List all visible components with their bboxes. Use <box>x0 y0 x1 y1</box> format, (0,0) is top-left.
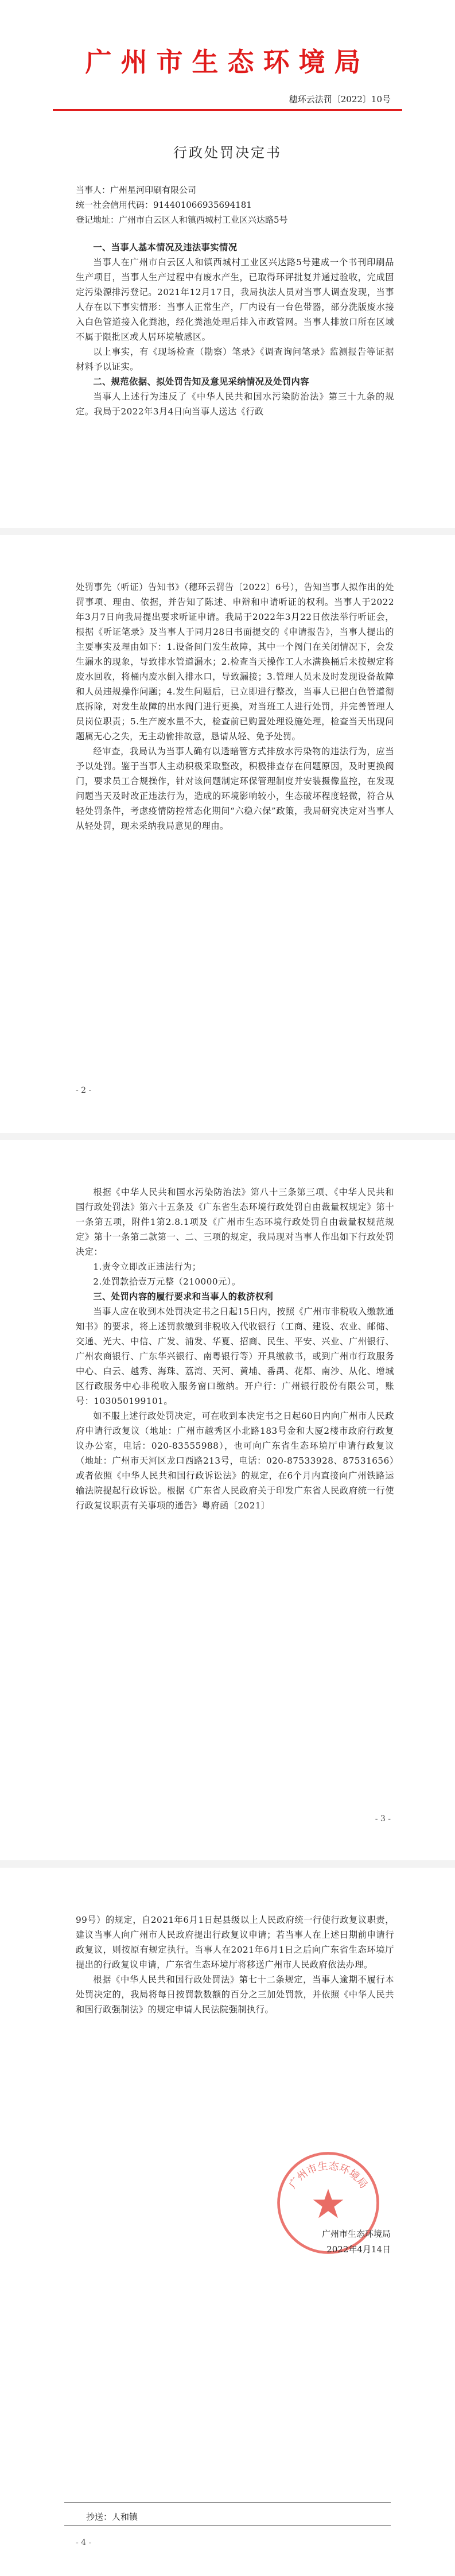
carbon-copy: 抄送：人和镇 <box>86 2512 138 2522</box>
page-number: - 4 - <box>76 2538 92 2547</box>
page-3-body <box>76 1185 394 1513</box>
cc-top-rule <box>64 2502 391 2503</box>
body-paragraph: 当事人在广州市白云区人和镇西城村工业区兴达路5号建成一个书刊印刷品生产项目，当事人生产过程中有废水产生，已取得环评批复并通过验收，完成固定污染源排污登记。2021年12月17日，我局执法人员对当事人调查发现，当事人存在以下事实情形：当事人正常生产，厂内设有一台色带器，部分洗版废水接入白色管道接入化粪池，经化粪池处理后排入市政管网。当事人排放口所在区域不属于限批区或人居环境敏感区。 <box>76 257 394 342</box>
page-2 <box>0 535 455 1133</box>
document-title: 行政处罚决定书 <box>173 145 282 161</box>
page-2-body <box>76 580 394 833</box>
page-4 <box>0 1868 455 2576</box>
page-1 <box>0 0 455 528</box>
signature-block <box>322 2226 391 2257</box>
red-divider <box>53 109 402 111</box>
document-number: 穗环云法罚〔2022〕10号 <box>289 94 391 104</box>
page-1-body <box>76 240 394 419</box>
body-paragraph: 当事人应在收到本处罚决定书之日起15日内，按照《广州市非税收入缴款通知书》的要求，将上述罚款缴到非税收入代收银行（工商、建设、农业、邮储、交通、光大、中信、广发、浦发、华夏、招商、民生、平安、兴业、广州银行、广州农商银行、广东华兴银行、南粤银行等）开具缴款书，或到广州市行政服务中心、白云、越秀、海珠、荔湾、天河、黄埔、番禺、花都、南沙、从化、增城区行政服务中心非税收入服务窗口缴纳。开户行：广州银行股份有限公司，账号：103050199101。 <box>76 1306 394 1406</box>
section-heading: 一、当事人基本情况及违法事实情况 <box>93 242 238 253</box>
body-paragraph: 根据《中华人民共和国行政处罚法》第七十二条规定，当事人逾期不履行本处罚决定的，我局将每日按罚款数额的百分之三加处罚款，并依照《中华人民共和国行政强制法》的规定申请人民法院强制执行。 <box>76 1974 394 2015</box>
body-paragraph: 处罚事先（听证）告知书》（穗环云罚告〔2022〕6号），告知当事人拟作出的处罚事项、理由、依据，并告知了陈述、申辩和申请听证的权利。当事人于2022年3月7日向我局提出要求听证申请。我局于2022年3月22日依法举行听证会，根据《听证笔录》及当事人于同月28日书面提交的《申请报告》，当事人提出的主要事实及理由如下：1.设备间门发生故障，其中一个阀门在关闭情况下，会发生漏水的现象，导致排水管道漏水；2.检查当天操作工人水满换桶后未按规定将废水回收，将桶内废水倒入排水口，导致漏接；3.管理人员未及时发现设备故障和人员违规操作问题；4.发生问题后，已立即进行整改，当事人已把白色管道彻底拆除，对发生故障的出水阀门进行更换，对当班工人进行处罚，并完善管理人员岗位职责；5.生产废水量不大，检查前已购置处理设施处理，检查当天出现问题属无心之失，无主动偷排故意，恳请从轻、免予处罚。 <box>76 582 394 742</box>
body-paragraph: 经审查，我局认为当事人确有以透暗管方式排放水污染物的违法行为，应当予以处罚。鉴于当事人主动积极采取整改，积极排查存在问题原因，及时更换阀门，要求员工合规操作，针对该问题制定环保管理制度并安装摄像监控，在发现问题当天及时改正违法行为，造成的环境影响较小，生态破坏程度轻微，符合从轻处罚条件，考虑疫情防控常态化期间“六稳六保”政策，我局研究决定对当事人从轻处罚，现未采纳我局意见的理由。 <box>76 746 394 831</box>
party-name: 当事人：广州星河印刷有限公司 <box>76 185 197 195</box>
signature-date: 2022年4月14日 <box>326 2244 391 2255</box>
body-paragraph: 当事人上述行为违反了《中华人民共和国水污染防治法》第三十九条的规定。我局于2022年3月4日向当事人送达《行政 <box>76 391 394 417</box>
section-heading: 三、处罚内容的履行要求和当事人的救济权利 <box>93 1291 274 1302</box>
page-number: - 3 - <box>375 1814 391 1824</box>
svg-text:广州市生态环境局: 广州市生态环境局 <box>286 2160 370 2191</box>
body-paragraph: 以上事实，有《现场检查（勘察）笔录》《调查询问笔录》监测报告等证据材料予以证实。 <box>76 347 394 372</box>
party-address: 登记地址：广州市白云区人和镇西城村工业区兴达路5号 <box>76 215 288 225</box>
party-credit-code: 统一社会信用代码：914401066935694181 <box>76 200 252 210</box>
body-paragraph: 1.责令立即改正违法行为； <box>93 1262 201 1272</box>
issuing-organ-title: 广州市生态环境局 <box>85 46 370 77</box>
page-4-body <box>76 1912 394 2017</box>
body-paragraph: 根据《中华人民共和国水污染防治法》第八十三条第三项、《中华人民共和国行政处罚法》第六十五条及《广东省生态环境行政处罚自由裁量权规定》第十一条第五项，附件1第2.8.1项及《广州市生态环境行政处罚自由裁量权规范规定》第十一条第二款第一、二、三项的规定，我局现对当事人作出如下行政处罚决定： <box>76 1187 394 1257</box>
page-3 <box>0 1140 455 1860</box>
page-number: - 2 - <box>76 1086 92 1095</box>
body-paragraph: 2.处罚款拾壹万元整（210000元）。 <box>93 1277 241 1287</box>
body-paragraph: 99号）的规定，自2021年6月1日起县级以上人民政府统一行使行政复议职责，建议当事人向广州市人民政府提出行政复议申请；若当事人在上述日期前申请行政复议，则按原有规定执行。当事人在2021年6月1日之后向广东省生态环境厅提出的行政复议申请，广东省生态环境厅将移送广州市人民政府依法办理。 <box>76 1915 394 1970</box>
signature-organ: 广州市生态环境局 <box>321 2229 391 2239</box>
body-paragraph: 如不服上述行政处罚决定，可在收到本决定书之日起60日内向广州市人民政府申请行政复议（地址：广州市越秀区小北路183号金和大厦2楼市政府行政复议办公室，电话：020-83555988），也可向广东省生态环境厅申请行政复议（地址：广州市天河区龙口西路213号，电话：020-87533928、87531656）或者依照《中华人民共和国行政诉讼法》的规定，在6个月内直接向广州铁路运输法院提起行政诉讼。根据《广东省人民政府关于印发广东省人民政府统一行使行政复议职责有关事项的通告》粤府函〔2021〕 <box>76 1411 394 1511</box>
section-heading: 二、规范依据、拟处罚告知及意见采纳情况及处罚内容 <box>93 377 309 387</box>
party-info <box>76 183 288 227</box>
